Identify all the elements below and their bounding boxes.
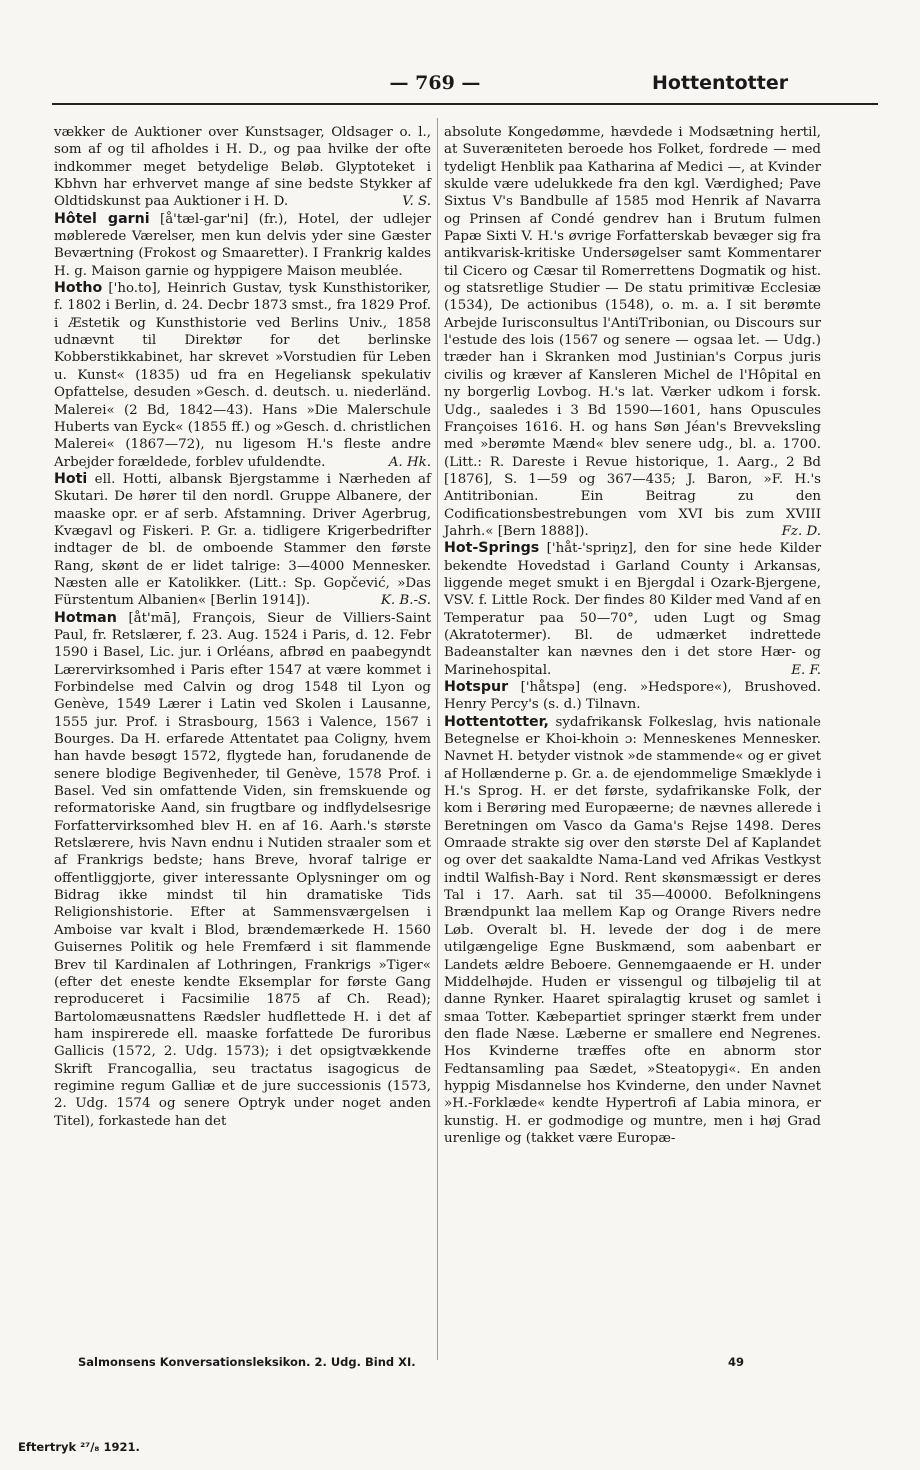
entry-signature: Fz. D. [781,523,821,539]
header-rule [52,103,878,105]
headword: Hot-Springs [444,540,540,557]
entry-hotho [54,280,431,471]
footer-sheet-number: 49 [728,1355,745,1369]
headword: Hotman [54,609,117,626]
entry-text: sydafrikansk Folkeslag, hvis nationale Betegnelse er Khoi-khoin ɔ: Menneskenes Mennesker. Navnet H. betyder vistnok »de stammende« og er givet af Hollænderne p. Gr. a. de ejendommelige Smæklyde i H.'s Sprog. H. er det første, sydafrikanske Folk, der kom i Berøring med Europæerne; de nævnes allerede i Beretningen om Vasco da Gama's Rejse 1498. Deres Omraade strakte sig over den største Del af Kaplandet og over det saakaldte Nama-Land ved Afrikas Vestkyst indtil Walfish-Bay i Nord. Rent skønsmæssigt er deres Tal i 17. Aarh. sat til 35—40000. Befolkningens Brændpunkt laa mellem Kap og Orange Rivers nedre Løb. Overalt bl. H. levede der dog i de mere utilgængelige Egne Buskmænd, som aabenbart er Landets ældre Beboere. Gennemgaaende er H. under Middelhøjde. Huden er vissengul og tilbøjelig til at danne Rynker. Haaret spiralagtig kruset og samlet i smaa Totter. Kæbepartiet springer stærkt frem under den flade Næse. Læberne er smallere end Negrenes. Hos Kvinderne træffes ofte en abnorm stor Fedtansamling paa Sædet, »Steatopygi«. En anden hyppig Misdannelse hos Kvinderne, den under Navnet »H.-Forklæde« kendte Hypertrofi af Labia minora, er kunstig. H. er godmodige og muntre, men i høj Grad urenlige og (takket være Europæ- [444,714,821,1146]
headword: Hotho [54,280,103,297]
entry-signature: V. S. [402,194,431,210]
entry-signature: A. Hk. [388,454,431,470]
entry-hottentotter [444,714,821,1148]
entry-hotspur [444,679,821,714]
footer-source: Salmonsens Konversationsleksikon. 2. Udg. Bind XI. [78,1355,416,1369]
entry-text: [å'tæl-gar'ni] (fr.), Hotel, der udlejer møblerede Værelser, men kun delvis yder sine Gæster Beværtning (Frokost og Smaaretter). I Frankrig kaldes H. g. Maison garnie og hyppigere Maison meublée. [54,211,431,279]
entry-signature: E. F. [791,662,821,678]
entry-hotman [54,610,431,1130]
headword: Hoti [54,470,88,487]
right-column [444,124,821,1147]
entry-hotel-garni [54,211,431,280]
entry-text: vækker de Auktioner over Kunstsager, Oldsager o. l., som af og til afholdes i H. D., og paa hvilke der ofte indkommer meget betydelige Beløb. Glyptoteket i Kbhvn har erhvervet mange af sine bedste Stykker af Oldtidskunst paa Auktioner i H. D. [54,125,431,210]
left-column [54,124,431,1130]
footer-reprint: Eftertryk ²⁷/₈ 1921. [18,1440,140,1454]
page-number: — 769 — [389,72,481,94]
continuation-entry [54,124,431,211]
entry-text: [åt'mā], François, Sieur de Villiers-Saint Paul, fr. Retslærer, f. 23. Aug. 1524 i Paris, d. 12. Febr 1590 i Basel, Lic. jur. i Orléans, afbrød en paabegyndt Lærervirksomhed i Paris efter 1547 at være kommet i Forbindelse med Calvin og drog 1548 til Lyon og Genève, 1549 Lærer i Latin ved Skolen i Lausanne, 1555 jur. Prof. i Strasbourg, 1563 i Valence, 1567 i Bourges. Da H. erfarede Attentatet paa Coligny, hvem han havde besøgt 1572, flygtede han, forudanende de senere blodige Begivenheder, til Genève, 1578 Prof. i Basel. Ved sin omfattende Viden, sin fremskuende og reformatoriske Aand, sin frugtbare og indflydelsesrige Forfattervirksomhed blev H. en af 16. Aarh.'s største Retslærere, hvis Navn endnu i Nutiden straaler som et af Frankrigs bedste; hans Breve, hvoraf talrige er offentliggjorte, giver interessante Oplysninger om og Bidrag ikke mindst til hin dramatiske Tids Religionshistorie. Efter at Sammensværgelsen i Amboise var kvalt i Blod, brændemærkede H. 1560 Guisernes Politik og hele Fremfærd i sit flammende Brev til Kardinalen af Lothringen, Frankrigs »Tiger« (efter det eneste kendte Eksemplar for første Gang reproduceret i Facsimilie 1875 af Ch. Read); Bartolomæusnattens Rædsler hudflettede H. i det af ham inspirerede ell. maaske forfattede De furoribus Gallicis (1572, 2. Udg. 1573); i det opsigtvækkende Skrift Francogallia, seu tractatus isagogicus de regimine regum Galliæ et de jure successionis (1573, 2. Udg. 1574 og senere Optryk under noget anden Titel), forkastede han det [54,610,431,1129]
entry-text: ell. Hotti, albansk Bjergstamme i Nærheden af Skutari. De hører til den nordl. Gruppe Albanere, der maaske opr. er af serb. Afstamning. Driver Agerbrug, Kvægavl og Fiskeri. P. Gr. a. tidligere Krigerbedrifter indtager de bl. de omboende Stammer den første Rang, skønt de er lidet talrige: 3—4000 Mennesker. Næsten alle er Katolikker. (Litt.: Sp. Gopčević, »Das Fürstentum Albanien« [Berlin 1914]). [54,471,431,609]
entry-hoti [54,471,431,610]
headword: Hotspur [444,679,509,695]
entry-text: ['håt-'spriŋz], den for sine hede Kilder bekendte Hovedstad i Garland County i Arkansas, liggende meget smukt i en Bjergdal i Ozark-Bjergene, VSV. f. Little Rock. Der findes 80 Kilder med Vand af en Temperatur paa 50—70°, uden Lugt og Smag (Akratotermer). Bl. de udmærket indrettede Badeanstalter kan nævnes den i det store Hær- og Marinehospital. [444,541,821,678]
entry-text: ['håtspə] (eng. »Hedspore«), Brushoved. Henry Percy's (s. d.) Tilnavn. [444,680,821,713]
entry-text: ['ho.to], Heinrich Gustav, tysk Kunsthistoriker, f. 1802 i Berlin, d. 24. Decbr 1873 smst., fra 1829 Prof. i Æstetik og Kunsthistorie ved Berlins Univ., 1858 udnævnt til Direktør for det berlinske Kobberstikkabinet, har skrevet »Vorstudien für Leben u. Kunst« (1835) ud fra en Hegeliansk spekulativ Opfattelse, desuden »Gesch. d. deutsch. u. niederländ. Malerei« (2 Bd, 1842—43). Hans »Die Malerschule Huberts van Eyck« (1855 ff.) og »Gesch. d. christlichen Malerei« (1867—72), nu ligesom H.'s fleste andre Arbejder forældede, forblev ufuldendte. [54,281,431,470]
headword: Hottentotter, [444,713,549,730]
entry-text: absolute Kongedømme, hævdede i Modsætning hertil, at Suveræniteten beroede hos Folket, fordrede — med tydeligt Henblik paa Katharina af Medici —, at Kvinder skulde være udelukkede fra den kgl. Værdighed; Pave Sixtus V's Bandbulle af 1585 mod Henrik af Navarra og Prinsen af Condé gendrev han i Brutum fulmen Papæ Sixti V. H.'s øvrige Forfatterskab bevæger sig fra antikvarisk-kritiske Undersøgelser samt Kommentarer til Cicero og Cæsar til Romerrettens Dogmatik og hist. og statsretlige Studier — De statu primitivæ Ecclesiæ (1534), De actionibus (1548), o. m. a. I sit berømte Arbejde Iurisconsultus l'AntiTribonian, ou Discours sur l'estude des lois (1567 og senere — ogsaa let. — Udg.) træder han i Skranken mod Justinian's Corpus juris civilis og kræver af Kansleren Michel de l'Hôpital en ny borgerlig Lovbog. H.'s lat. Værker udkom i forsk. Udg., saaledes i 3 Bd 1590—1601, hans Opuscules Françoises 1616. H. og hans Søn Jéan's Brevveksling med »berømte Mænd« blev senere udg., bl. a. 1700. (Litt.: R. Dareste i Revue historique, 1. Aarg., 2 Bd [1876], S. 1—59 og 367—435; J. Baron, »F. H.'s Antitribonian. Ein Beitrag zu den Codificationsbestrebungen vom XVI bis zum XVIII Jahrh.« [Bern 1888]). [444,125,821,539]
continuation-entry [444,124,821,540]
entry-signature: K. B.-S. [380,593,431,609]
column-divider [437,118,438,1360]
entry-hot-springs [444,540,821,679]
headword: Hôtel garni [54,210,150,227]
running-head: Hottentotter [652,72,789,94]
